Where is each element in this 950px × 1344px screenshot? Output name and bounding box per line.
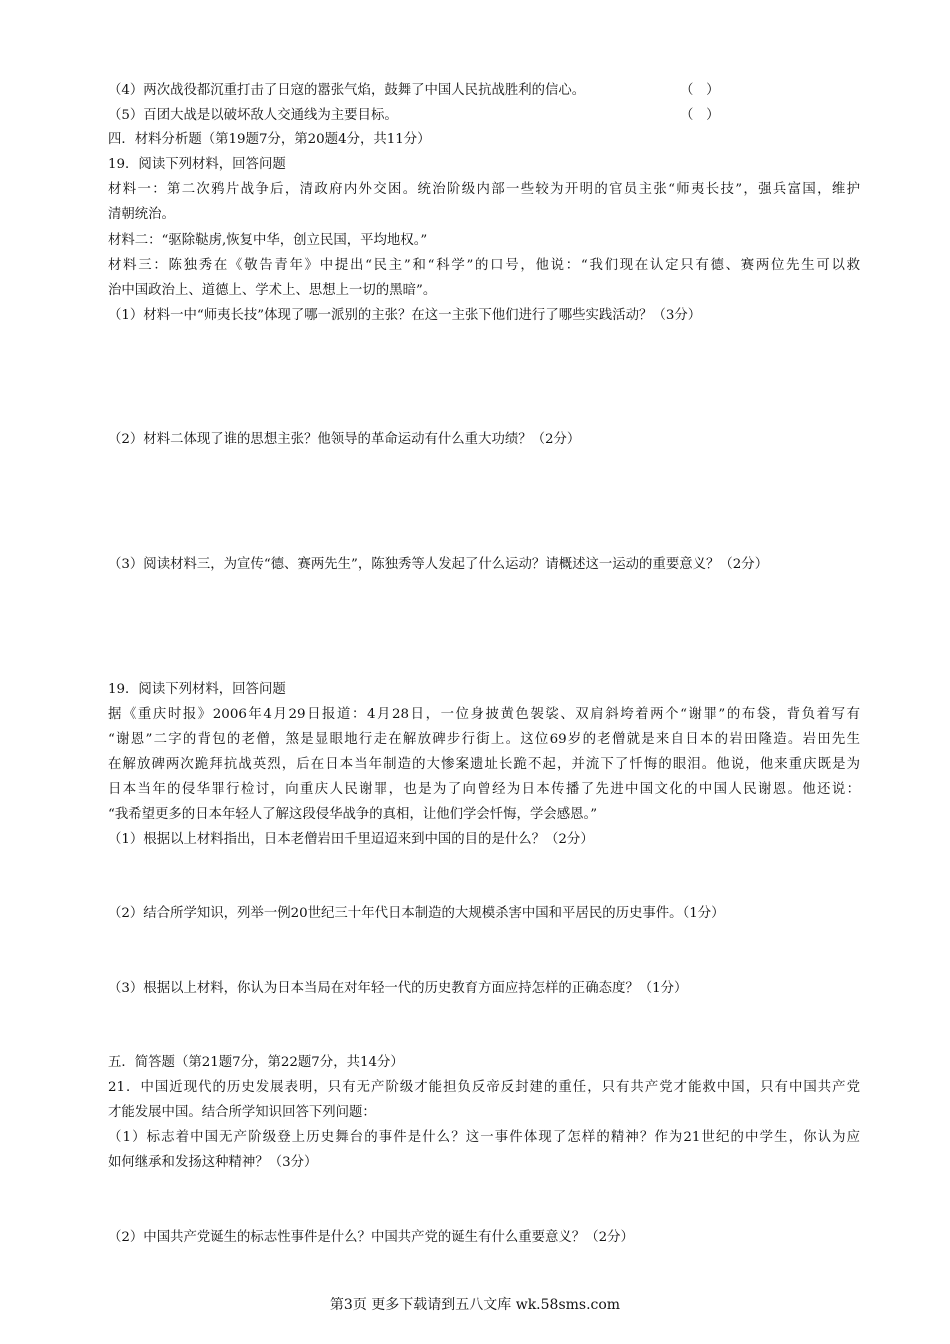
material-text: 材料一：第二次鸦片战争后，清政府内外交困。统治阶级内部一些较为开明的官员主张“师夷长技”，强兵富国，维护 [108, 182, 860, 197]
section-heading: 四．材料分析题（第19题7分，第20题4分，共11分） [108, 132, 431, 147]
sub-question: （3）阅读材料三，为宣传“德、赛两先生”，陈独秀等人发起了什么运动？请概述这一运动的重要意义？（2分） [108, 557, 769, 572]
answer-parentheses: （ ） [680, 108, 720, 123]
sub-question: （2）中国共产党诞生的标志性事件是什么？中国共产党的诞生有什么重要意义？（2分） [108, 1230, 634, 1245]
sub-question: （1）根据以上材料指出，日本老僧岩田千里迢迢来到中国的目的是什么？（2分） [108, 832, 594, 847]
answer-parentheses: （ ） [680, 83, 720, 98]
section-heading: 五．简答题（第21题7分，第22题7分，共14分） [108, 1055, 404, 1070]
material-text: 材料三：陈独秀在《敬告青年》中提出“民主”和“科学”的口号，他说：“我们现在认定只有德、赛两位先生可以救 [108, 258, 860, 273]
material-text: 治中国政治上、道德上、学术上、思想上一切的黑暗”。 [108, 283, 437, 298]
sub-question: （1）材料一中“师夷长技”体现了哪一派别的主张？在这一主张下他们进行了哪些实践活动？（3分） [108, 308, 702, 323]
judgement-item-5: （5）百团大战是以破坏敌人交通线为主要目标。 [108, 108, 398, 123]
material-text: “谢恩”二字的背包的老僧，煞是显眼地行走在解放碑步行街上。这位69岁的老僧就是来自日本的岩田隆造。岩田先生 [108, 732, 860, 747]
question-text: 21．中国近现代的历史发展表明，只有无产阶级才能担负反帝反封建的重任，只有共产党才能救中国，只有中国共产党 [108, 1080, 860, 1095]
material-text: 材料二：“驱除鞑虏,恢复中华，创立民国，平均地权。” [108, 233, 428, 248]
question-title: 19．阅读下列材料，回答问题 [108, 682, 286, 697]
sub-question: 如何继承和发扬这种精神？（3分） [108, 1155, 318, 1170]
question-title: 19．阅读下列材料，回答问题 [108, 157, 286, 172]
sub-question: （3）根据以上材料，你认为日本当局在对年轻一代的历史教育方面应持怎样的正确态度？（1分） [108, 981, 688, 996]
page-footer: 第3页 更多下载请到五八文库 wk.58sms.com [329, 1297, 621, 1313]
sub-question: （2）结合所学知识，列举一例20世纪三十年代日本制造的大规模杀害中国和平居民的历史事件。（1分） [108, 906, 725, 921]
material-text: 在解放碑两次跪拜抗战英烈，后在日本当年制造的大惨案遗址长跪不起，并流下了忏悔的眼泪。他说，他来重庆既是为 [108, 757, 860, 772]
question-text: 才能发展中国。结合所学知识回答下列问题： [108, 1105, 376, 1120]
material-text: 日本当年的侵华罪行检讨，向重庆人民谢罪，也是为了向曾经为日本传播了先进中国文化的中国人民谢恩。他还说： [108, 782, 860, 797]
material-text: “我希望更多的日本年轻人了解这段侵华战争的真相，让他们学会忏悔，学会感恩。” [108, 807, 598, 822]
sub-question: （1）标志着中国无产阶级登上历史舞台的事件是什么？这一事件体现了怎样的精神？作为21世纪的中学生，你认为应 [108, 1130, 860, 1145]
material-text: 据《重庆时报》2006年4月29日报道：4月28日，一位身披黄色袈裟、双肩斜垮着两个“谢罪”的布袋，背负着写有 [108, 707, 860, 722]
sub-question: （2）材料二体现了谁的思想主张？他领导的革命运动有什么重大功绩？（2分） [108, 432, 581, 447]
material-text: 清朝统治。 [108, 207, 175, 222]
judgement-item-4: （4）两次战役都沉重打击了日寇的嚣张气焰，鼓舞了中国人民抗战胜利的信心。 [108, 83, 586, 98]
